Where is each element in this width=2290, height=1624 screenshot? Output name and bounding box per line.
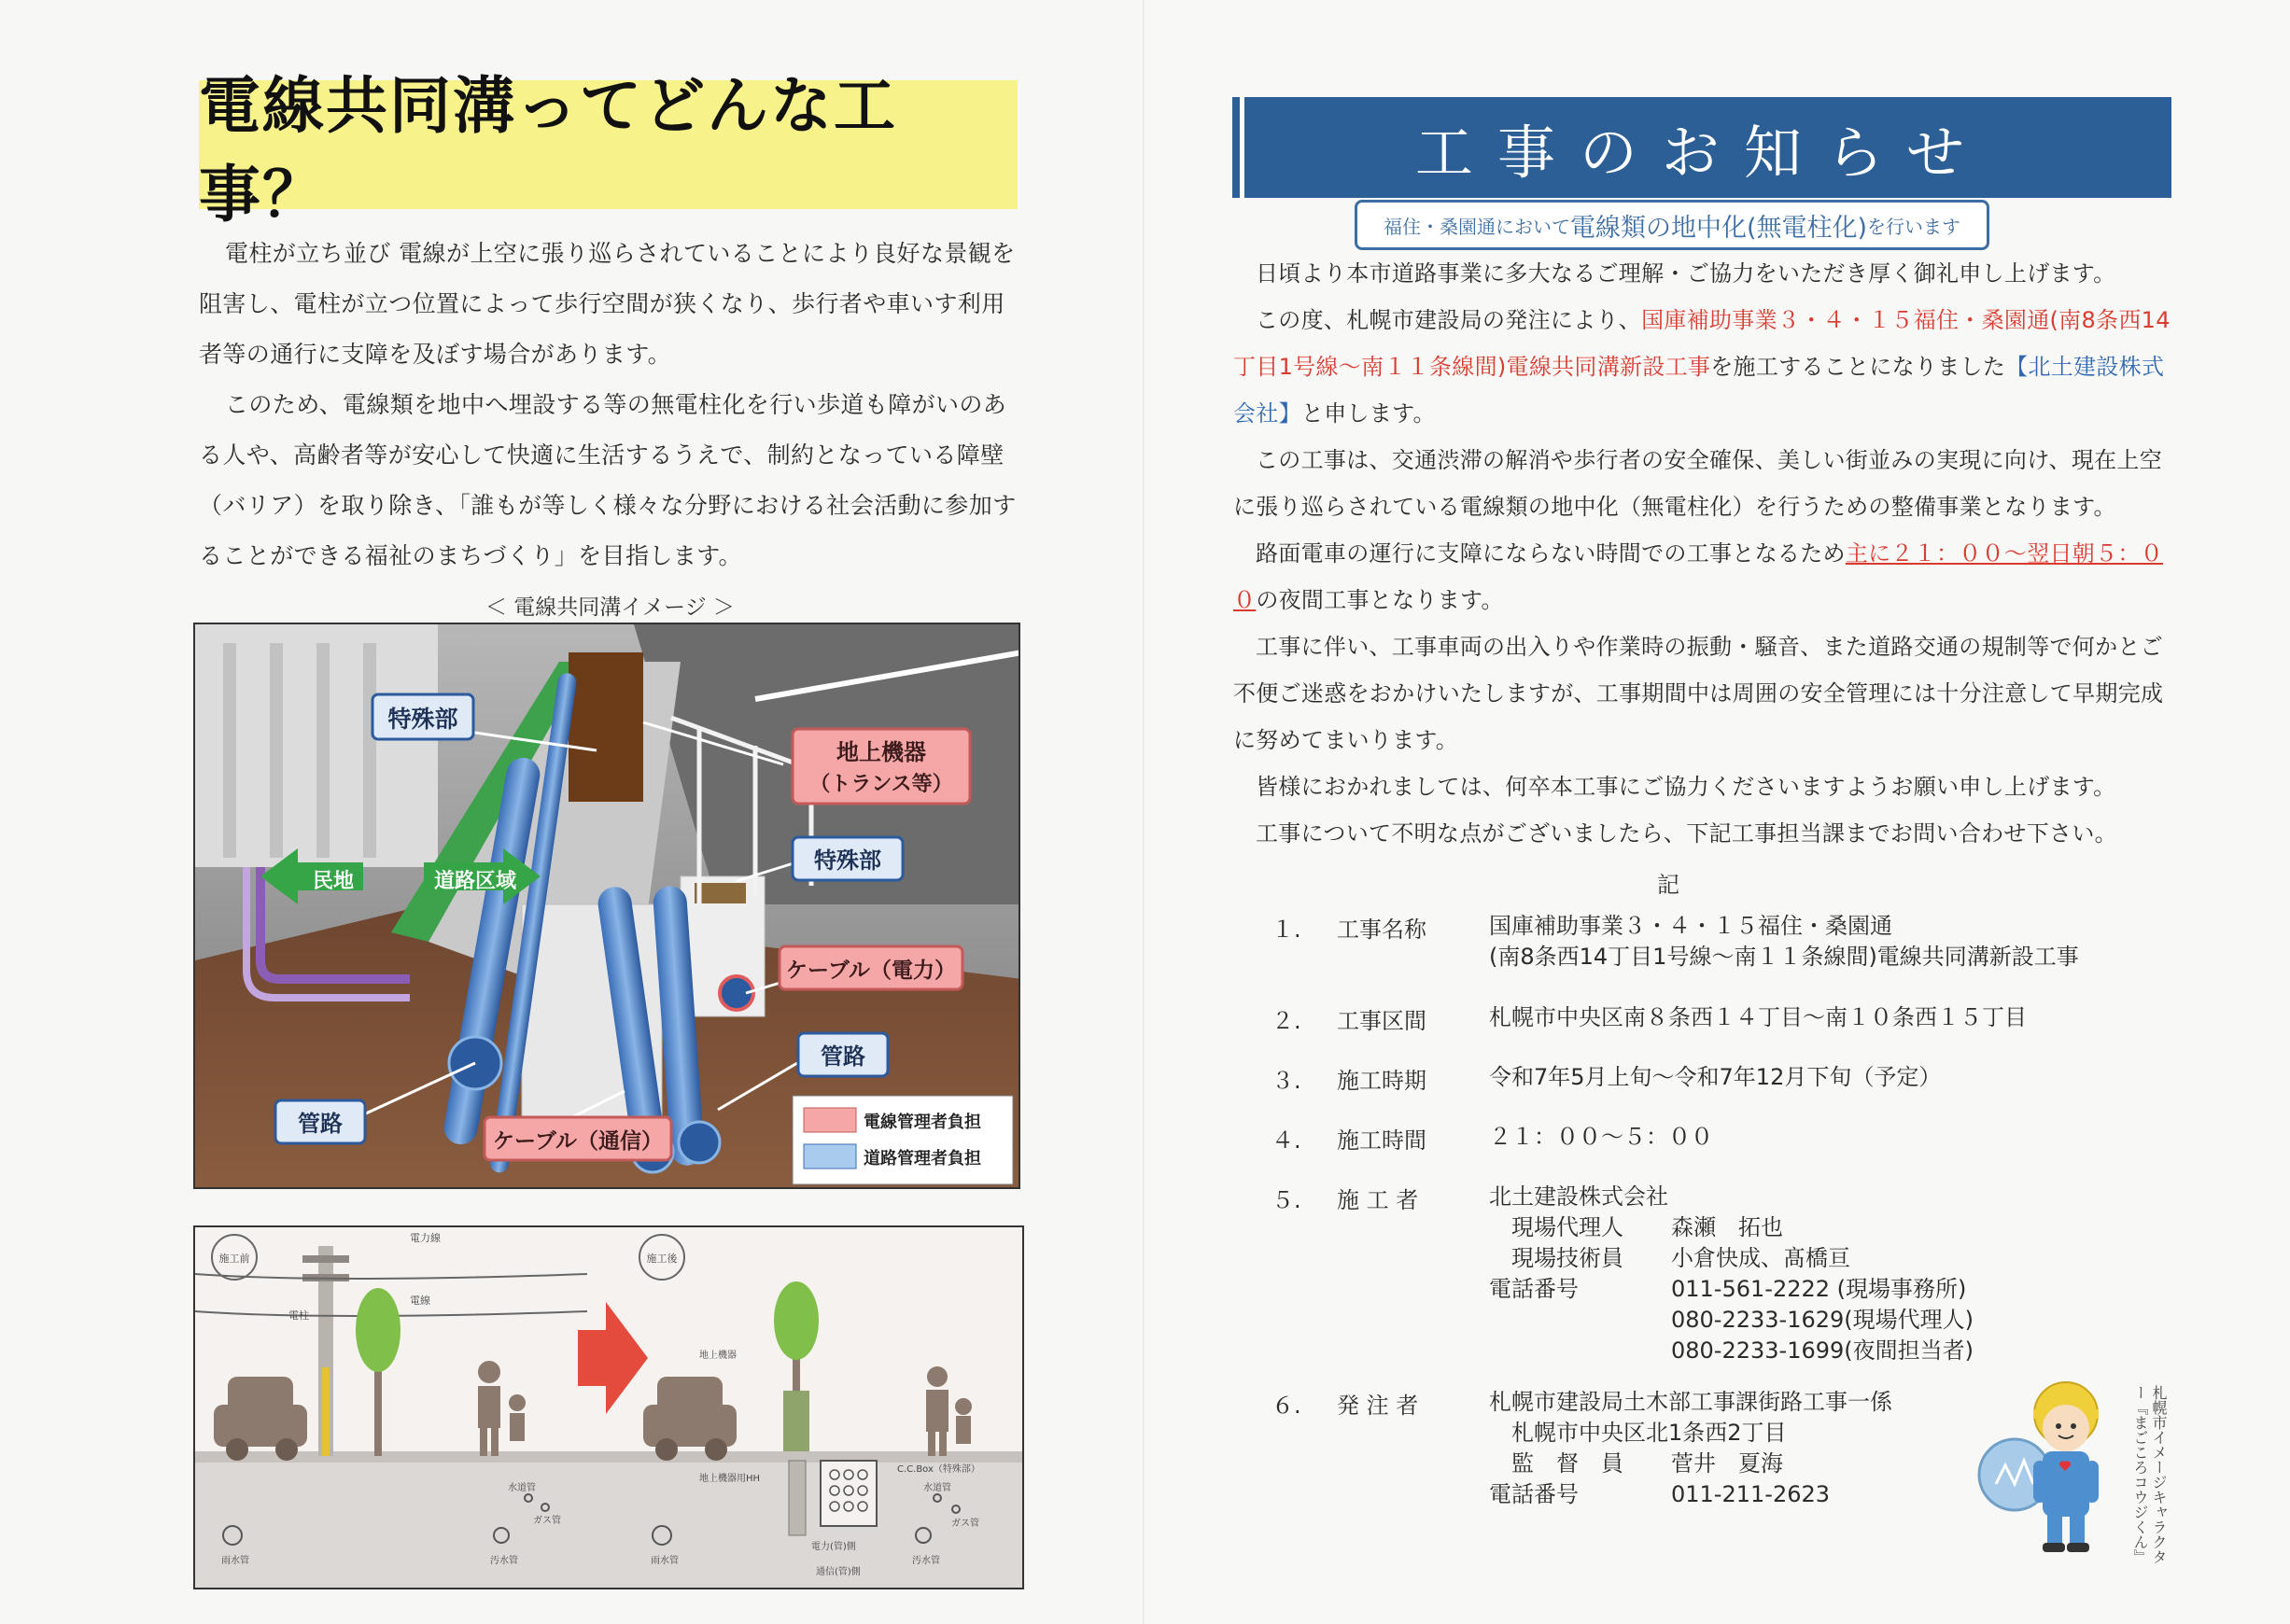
label-suidou-1: 水道管: [508, 1483, 536, 1493]
p4-text-a: 路面電車の運行に支障にならない時間での工事となるため: [1256, 540, 1846, 567]
label-tokushubu-2: 特殊部: [814, 847, 881, 874]
item-1-value: [1489, 911, 2124, 973]
item-5-number: ５.: [1271, 1187, 1301, 1213]
p2-text-c: と申します。: [1300, 400, 1436, 427]
left-title: 電線共同溝ってどんな工事？: [199, 70, 897, 231]
item-5-row-2-key: 現場技術員: [1511, 1245, 1623, 1271]
header-accent-bar: [1240, 97, 1244, 198]
label-chijou-kiki: 地上機器: [836, 739, 926, 765]
left-paragraph-2: このため、電線類を地中へ埋設する等の無電柱化を行い歩道も障がいのある人や、高齢者等が安心して快適に生活するうえで、制約となっている障壁（バリア）を取り除き、「誰もが等しく様々な分野における社会活動に参加することができる福祉のまちづくり」を目指します。: [199, 391, 1017, 569]
item-2-label: 工事区間: [1337, 1008, 1426, 1034]
label-tokushubu: 特殊部: [387, 706, 458, 733]
item-5-label: 施 工 者: [1337, 1187, 1419, 1213]
label-gas-1: ガス管: [533, 1516, 561, 1526]
item-6-row-1-key: 監 督 員: [1511, 1450, 1623, 1477]
utility-tunnel-illustration: [193, 623, 1020, 1189]
legend-pink: 電線管理者負担: [864, 1113, 981, 1132]
p2-project-name: 国庫補助事業３・４・１５福住・桑園通(南8条西14丁目1号線〜南１１条線間)電線共同溝新設工事: [1233, 307, 2171, 380]
mascot-caption: 札幌市イメージキャラクター『まごころコウジくん』: [2131, 1385, 2168, 1564]
item-6-row-1-value: 菅井 夏海: [1671, 1450, 1783, 1477]
item-6-address: 札幌市中央区北1条西2丁目: [1511, 1420, 1787, 1446]
spacer: [1489, 1336, 1671, 1366]
item-5-phone-row-3: [1489, 1336, 2124, 1366]
item-5-row-2-value: 小倉快成、髙橋亘: [1671, 1245, 1850, 1271]
p2-text-a: この度、札幌市建設局の発注により、: [1256, 307, 1642, 333]
label-denryokusen: 電力線: [410, 1232, 441, 1244]
item-4-label: 施工時間: [1337, 1127, 1426, 1154]
label-suidou-2: 水道管: [923, 1483, 951, 1493]
notice-paragraph-7: 工事について不明な点がございましたら、下記工事担当課までお問い合わせ下さい。: [1256, 820, 2117, 847]
label-kanro-right: 管路: [821, 1043, 865, 1070]
item-5-row-1-key: 現場代理人: [1511, 1214, 1623, 1240]
utility-tunnel-svg: [195, 624, 1020, 1189]
item-6-number: ６.: [1271, 1393, 1301, 1419]
label-cable-comm: ケーブル（通信）: [493, 1129, 663, 1154]
notice-paragraph-4: [1233, 530, 2176, 623]
label-densen: 電線: [410, 1295, 430, 1307]
item-4-value: ２１：００〜５：００: [1489, 1124, 1713, 1150]
label-osui-1: 汚水管: [490, 1556, 518, 1566]
item-5-phone-2: 080-2233-1629(現場代理人): [1671, 1307, 1974, 1333]
label-denryoku-kan: 電力(管)側: [811, 1542, 856, 1552]
item-6-company: 札幌市建設局土木部工事課街路工事一係: [1489, 1389, 1892, 1415]
cross-section-svg: [195, 1227, 1024, 1589]
item-1-line-1: 国庫補助事業３・４・１５福住・桑園通: [1489, 913, 1892, 939]
label-cable-power: ケーブル（電力）: [786, 959, 956, 983]
notice-paragraph-1: 日頃より本市道路事業に多大なるご理解・ご協力をいただき厚く御礼申し上げます。: [1256, 260, 2116, 287]
item-5-row-2: [1489, 1243, 2124, 1274]
spacer: [1489, 1305, 1671, 1336]
notice-paragraph-5: 工事に伴い、工事車両の出入りや作業時の振動・騒音、また道路交通の規制等で何かとご不便ご迷惑をおかけいたしますが、工事期間中は周囲の安全管理には十分注意して早期完成に努めてまいります。: [1233, 634, 2164, 753]
notice-header-title: 工事のお知らせ: [1414, 118, 1989, 187]
notice-body: [1233, 250, 2176, 857]
image-caption: ＜ 電線共同溝イメージ ＞: [485, 595, 735, 620]
ki-mark: 記: [1657, 872, 1679, 898]
label-doro-kuiki: 道路区域: [433, 870, 517, 893]
item-3-label: 施工時期: [1337, 1068, 1426, 1094]
label-osui-2: 汚水管: [912, 1556, 940, 1566]
item-5-phone-row-2: [1489, 1305, 2124, 1336]
label-kanro-left: 管路: [298, 1111, 343, 1137]
item-1-line-2: (南8条西14丁目1号線〜南１１条線間)電線共同溝新設工事: [1489, 944, 2079, 970]
item-6-phone-label: 電話番号: [1489, 1481, 1579, 1507]
item-5-phone-label: 電話番号: [1489, 1276, 1579, 1302]
item-6-phone: 011-211-2623: [1671, 1481, 1831, 1507]
label-usui-1: 雨水管: [221, 1556, 249, 1566]
item-1-number: １.: [1271, 917, 1301, 943]
item-3-value: 令和7年5月上旬〜令和7年12月下旬（予定）: [1489, 1064, 1942, 1090]
label-ccbox: C.C.Box（特殊部）: [897, 1464, 980, 1475]
label-gas-2: ガス管: [951, 1519, 979, 1529]
label-minchi: 民地: [312, 870, 355, 893]
p2-company: 【北土建設株式会社】: [1233, 354, 2165, 427]
subtitle-post: を行います: [1867, 215, 1961, 238]
item-6-label: 発 注 者: [1337, 1393, 1419, 1419]
item-5-phone-row-1: [1489, 1274, 2124, 1305]
label-chijou-kiki-fig2: 地上機器: [699, 1351, 737, 1361]
left-paragraph-1: 電柱が立ち並び 電線が上空に張り巡らされていることにより良好な景観を阻害し、電柱が立つ位置によって歩行空間が狭くなり、歩行者や車いす利用者等の通行に支障を及ぼす場合があります。: [199, 240, 1016, 368]
item-5-row-1: [1489, 1212, 2124, 1243]
left-body-text: [199, 229, 1020, 581]
item-2-number: ２.: [1271, 1008, 1301, 1034]
label-tsushin-kan: 通信(管)側: [816, 1567, 861, 1577]
notice-header-banner: [1232, 97, 2171, 198]
label-denchu: 電柱: [288, 1309, 309, 1322]
label-usui-2: 雨水管: [651, 1556, 679, 1566]
item-5-phone-1: 011-561-2222 (現場事務所): [1671, 1276, 1967, 1302]
subtitle-main: 電線類の地中化(無電柱化): [1569, 213, 1868, 243]
item-2-value: 札幌市中央区南８条西１４丁目〜南１０条西１５丁目: [1489, 1004, 2027, 1030]
p2-text-b: を施工することになりました: [1710, 354, 2006, 380]
item-5-value: [1489, 1182, 2124, 1366]
notice-paragraph-6: 皆様におかれましては、何卒本工事にご協力くださいますようお願い申し上げます。: [1256, 774, 2116, 800]
legend-blue: 道路管理者負担: [864, 1149, 981, 1169]
label-chijou-hh: 地上機器用HH: [699, 1474, 761, 1484]
left-title-banner: [199, 70, 1018, 231]
item-5-phone-3: 080-2233-1699(夜間担当者): [1671, 1337, 1974, 1364]
pole-icon-right: 施工後: [646, 1253, 678, 1265]
notice-paragraph-3: この工事は、交通渋滞の解消や歩行者の安全確保、美しい街並みの実現に向け、現在上空に張り巡らされている電線類の地中化（無電柱化）を行うための整備事業となります。: [1233, 447, 2163, 520]
item-3-number: ３.: [1271, 1068, 1301, 1094]
item-4-number: ４.: [1271, 1127, 1301, 1154]
item-5-row-1-value: 森瀬 拓也: [1671, 1214, 1783, 1240]
label-transformer: （トランス等）: [809, 773, 953, 796]
pole-icon-left: 施工前: [218, 1253, 250, 1265]
before-after-cross-section: [193, 1225, 1024, 1589]
item-5-company: 北土建設株式会社: [1489, 1183, 1668, 1210]
p4-work-hours: 主に２１：００〜翌日朝５：００: [1233, 540, 2164, 613]
item-1-label: 工事名称: [1337, 917, 1426, 943]
subtitle-pre: 福住・桑園通において: [1383, 215, 1570, 238]
notice-paragraph-2: [1233, 297, 2176, 437]
notice-subtitle-box: [1355, 200, 1989, 250]
p4-text-b: の夜間工事となります。: [1256, 587, 1504, 613]
